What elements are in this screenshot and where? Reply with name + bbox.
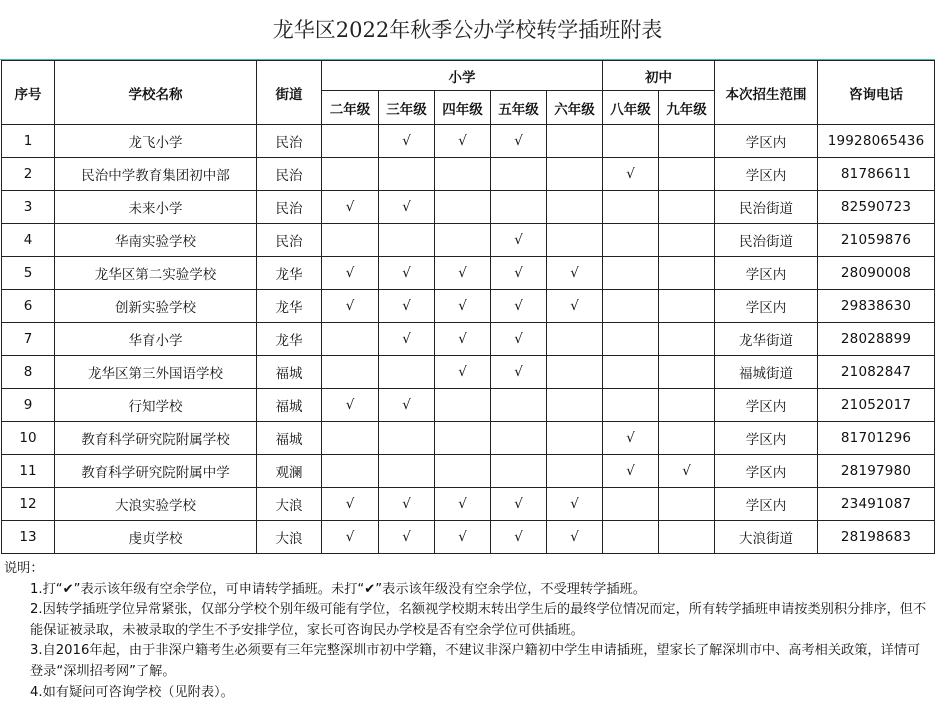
grade-check-cell	[659, 191, 715, 224]
seq-cell: 6	[2, 290, 55, 323]
scope-cell: 学区内	[715, 158, 818, 191]
table-row	[2, 257, 935, 290]
phone-cell: 23491087	[818, 488, 935, 521]
grade-check-cell	[603, 290, 659, 323]
seq-cell: 11	[2, 455, 55, 488]
grade-check-cell: √	[379, 290, 435, 323]
header-grade: 八年级	[603, 91, 659, 125]
street-cell: 龙华	[257, 257, 322, 290]
grade-check-cell	[603, 389, 659, 422]
grade-check-cell: √	[491, 323, 547, 356]
note-item: 2.因转学插班学位异常紧张，仅部分学校个别年级可能有学位，名额视学校期末转出学生后的最终学位情况而定，所有转学插班申请按类别积分排序，但不能保证被录取，未被录取的学生不予安排学位，家长可咨询民办学校是否有空余学位可供插班。	[30, 602, 927, 638]
grade-check-cell	[659, 389, 715, 422]
grade-check-cell: √	[435, 257, 491, 290]
scope-cell: 学区内	[715, 290, 818, 323]
transfer-table	[1, 60, 935, 554]
grade-check-cell: √	[435, 125, 491, 158]
table-row	[2, 191, 935, 224]
scope-cell: 学区内	[715, 455, 818, 488]
grade-check-cell	[603, 488, 659, 521]
phone-cell: 81701296	[818, 422, 935, 455]
school-name-cell: 创新实验学校	[55, 290, 257, 323]
grade-check-cell: √	[547, 521, 603, 554]
page-title: 龙华区2022年秋季公办学校转学插班附表	[272, 18, 663, 42]
grade-check-cell: √	[379, 323, 435, 356]
header-row-1	[2, 61, 935, 91]
grade-check-cell: √	[379, 488, 435, 521]
grade-check-cell: √	[379, 521, 435, 554]
street-cell: 民治	[257, 191, 322, 224]
school-name-cell: 教育科学研究院附属学校	[55, 422, 257, 455]
grade-check-cell	[603, 224, 659, 257]
grade-check-cell	[379, 455, 435, 488]
phone-cell: 29838630	[818, 290, 935, 323]
grade-check-cell: √	[379, 191, 435, 224]
school-name-cell: 龙飞小学	[55, 125, 257, 158]
phone-cell: 19928065436	[818, 125, 935, 158]
school-name-cell: 虔贞学校	[55, 521, 257, 554]
grade-check-cell	[322, 455, 379, 488]
grade-check-cell	[322, 224, 379, 257]
grade-check-cell	[435, 224, 491, 257]
header-phone: 咨询电话	[818, 61, 935, 125]
school-name-cell: 华南实验学校	[55, 224, 257, 257]
grade-check-cell	[491, 389, 547, 422]
grade-check-cell	[547, 389, 603, 422]
table-row	[2, 356, 935, 389]
grade-check-cell: √	[379, 389, 435, 422]
grade-check-cell: √	[491, 488, 547, 521]
grade-check-cell	[659, 257, 715, 290]
street-cell: 大浪	[257, 521, 322, 554]
phone-cell: 21082847	[818, 356, 935, 389]
note-item: 4.如有疑问可咨询学校（见附表）。	[30, 684, 234, 700]
seq-cell: 3	[2, 191, 55, 224]
grade-check-cell	[322, 323, 379, 356]
street-cell: 民治	[257, 224, 322, 257]
grade-check-cell: √	[322, 191, 379, 224]
grade-check-cell	[435, 191, 491, 224]
grade-check-cell: √	[379, 257, 435, 290]
grade-check-cell	[659, 521, 715, 554]
grade-check-cell: √	[322, 521, 379, 554]
notes-heading: 说明：	[4, 561, 44, 576]
grade-check-cell	[603, 257, 659, 290]
table-row	[2, 290, 935, 323]
school-name-cell: 民治中学教育集团初中部	[55, 158, 257, 191]
grade-check-cell	[603, 521, 659, 554]
scope-cell: 民治街道	[715, 191, 818, 224]
seq-cell: 9	[2, 389, 55, 422]
table-body	[2, 125, 935, 554]
seq-cell: 7	[2, 323, 55, 356]
school-name-cell: 华育小学	[55, 323, 257, 356]
grade-check-cell: √	[322, 488, 379, 521]
street-cell: 福城	[257, 356, 322, 389]
scope-cell: 大浪街道	[715, 521, 818, 554]
header-seq: 序号	[2, 61, 55, 125]
street-cell: 民治	[257, 125, 322, 158]
scope-cell: 学区内	[715, 488, 818, 521]
phone-cell: 28090008	[818, 257, 935, 290]
grade-check-cell: √	[435, 521, 491, 554]
grade-check-cell	[379, 158, 435, 191]
table-row	[2, 488, 935, 521]
school-name-cell: 龙华区第二实验学校	[55, 257, 257, 290]
grade-check-cell	[659, 158, 715, 191]
grade-check-cell: √	[603, 422, 659, 455]
seq-cell: 1	[2, 125, 55, 158]
table-row	[2, 158, 935, 191]
grade-check-cell: √	[491, 356, 547, 389]
grade-check-cell: √	[435, 356, 491, 389]
phone-cell: 28028899	[818, 323, 935, 356]
table-row	[2, 422, 935, 455]
scope-cell: 学区内	[715, 257, 818, 290]
grade-check-cell	[659, 125, 715, 158]
school-name-cell: 未来小学	[55, 191, 257, 224]
header-grade: 九年级	[659, 91, 715, 125]
header-grade: 二年级	[322, 91, 379, 125]
grade-check-cell: √	[435, 488, 491, 521]
header-school: 学校名称	[55, 61, 257, 125]
street-cell: 大浪	[257, 488, 322, 521]
table-row	[2, 125, 935, 158]
grade-check-cell	[603, 323, 659, 356]
scope-cell: 学区内	[715, 125, 818, 158]
street-cell: 福城	[257, 389, 322, 422]
table-row	[2, 224, 935, 257]
grade-check-cell	[547, 158, 603, 191]
grade-check-cell: √	[435, 290, 491, 323]
grade-check-cell	[379, 422, 435, 455]
grade-check-cell	[547, 455, 603, 488]
header-grade: 三年级	[379, 91, 435, 125]
grade-check-cell	[322, 356, 379, 389]
grade-check-cell	[547, 224, 603, 257]
grade-check-cell: √	[322, 257, 379, 290]
grade-check-cell: √	[322, 389, 379, 422]
phone-cell: 28197980	[818, 455, 935, 488]
scope-cell: 民治街道	[715, 224, 818, 257]
note-item: 1.打“✔”表示该年级有空余学位，可申请转学插班。未打“✔”表示该年级没有空余学位，不受理转学插班。	[30, 581, 646, 597]
grade-check-cell	[659, 422, 715, 455]
grade-check-cell	[547, 422, 603, 455]
grade-check-cell	[435, 158, 491, 191]
grade-check-cell	[659, 290, 715, 323]
phone-cell: 81786611	[818, 158, 935, 191]
grade-check-cell	[547, 125, 603, 158]
header-middle: 初中	[603, 61, 715, 91]
grade-check-cell: √	[379, 125, 435, 158]
table-row	[2, 521, 935, 554]
seq-cell: 4	[2, 224, 55, 257]
scope-cell: 学区内	[715, 422, 818, 455]
grade-check-cell	[435, 455, 491, 488]
school-name-cell: 龙华区第三外国语学校	[55, 356, 257, 389]
seq-cell: 8	[2, 356, 55, 389]
street-cell: 民治	[257, 158, 322, 191]
scope-cell: 龙华街道	[715, 323, 818, 356]
grade-check-cell	[659, 488, 715, 521]
grade-check-cell: √	[547, 257, 603, 290]
scope-cell: 学区内	[715, 389, 818, 422]
seq-cell: 12	[2, 488, 55, 521]
grade-check-cell	[322, 125, 379, 158]
seq-cell: 5	[2, 257, 55, 290]
note-item: 3.自2016年起，由于非深户籍考生必须要有三年完整深圳市初中学籍，不建议非深户籍初中学生申请插班，望家长了解深圳市中、高考相关政策，详情可登录“深圳招考网”了解。	[30, 643, 921, 679]
grade-check-cell	[659, 224, 715, 257]
header-primary: 小学	[322, 61, 603, 91]
grade-check-cell: √	[322, 290, 379, 323]
seq-cell: 2	[2, 158, 55, 191]
street-cell: 龙华	[257, 290, 322, 323]
header-grade: 六年级	[547, 91, 603, 125]
grade-check-cell	[491, 422, 547, 455]
grade-check-cell	[547, 356, 603, 389]
grade-check-cell: √	[491, 125, 547, 158]
grade-check-cell: √	[491, 224, 547, 257]
school-name-cell: 大浪实验学校	[55, 488, 257, 521]
table-row	[2, 323, 935, 356]
scope-cell: 福城街道	[715, 356, 818, 389]
grade-check-cell	[491, 191, 547, 224]
grade-check-cell: √	[491, 521, 547, 554]
seq-cell: 10	[2, 422, 55, 455]
phone-cell: 28198683	[818, 521, 935, 554]
header-grade: 五年级	[491, 91, 547, 125]
header-grade: 四年级	[435, 91, 491, 125]
grade-check-cell: √	[491, 290, 547, 323]
grade-check-cell	[379, 356, 435, 389]
school-name-cell: 教育科学研究院附属中学	[55, 455, 257, 488]
phone-cell: 82590723	[818, 191, 935, 224]
table-row	[2, 389, 935, 422]
grade-check-cell: √	[659, 455, 715, 488]
grade-check-cell: √	[547, 290, 603, 323]
header-scope: 本次招生范围	[715, 61, 818, 125]
grade-check-cell: √	[603, 455, 659, 488]
grade-check-cell: √	[547, 488, 603, 521]
grade-check-cell	[491, 158, 547, 191]
grade-check-cell	[379, 224, 435, 257]
grade-check-cell	[435, 422, 491, 455]
grade-check-cell	[603, 191, 659, 224]
phone-cell: 21059876	[818, 224, 935, 257]
grade-check-cell: √	[435, 323, 491, 356]
grade-check-cell	[659, 323, 715, 356]
grade-check-cell	[659, 356, 715, 389]
school-name-cell: 行知学校	[55, 389, 257, 422]
grade-check-cell	[435, 389, 491, 422]
grade-check-cell: √	[603, 158, 659, 191]
grade-check-cell	[603, 125, 659, 158]
notes-section	[4, 559, 932, 703]
grade-check-cell	[322, 158, 379, 191]
grade-check-cell	[322, 422, 379, 455]
street-cell: 龙华	[257, 323, 322, 356]
street-cell: 福城	[257, 422, 322, 455]
header-street: 街道	[257, 61, 322, 125]
table-row	[2, 455, 935, 488]
grade-check-cell: √	[491, 257, 547, 290]
street-cell: 观澜	[257, 455, 322, 488]
grade-check-cell	[547, 191, 603, 224]
phone-cell: 21052017	[818, 389, 935, 422]
seq-cell: 13	[2, 521, 55, 554]
grade-check-cell	[491, 455, 547, 488]
grade-check-cell	[603, 356, 659, 389]
grade-check-cell	[547, 323, 603, 356]
